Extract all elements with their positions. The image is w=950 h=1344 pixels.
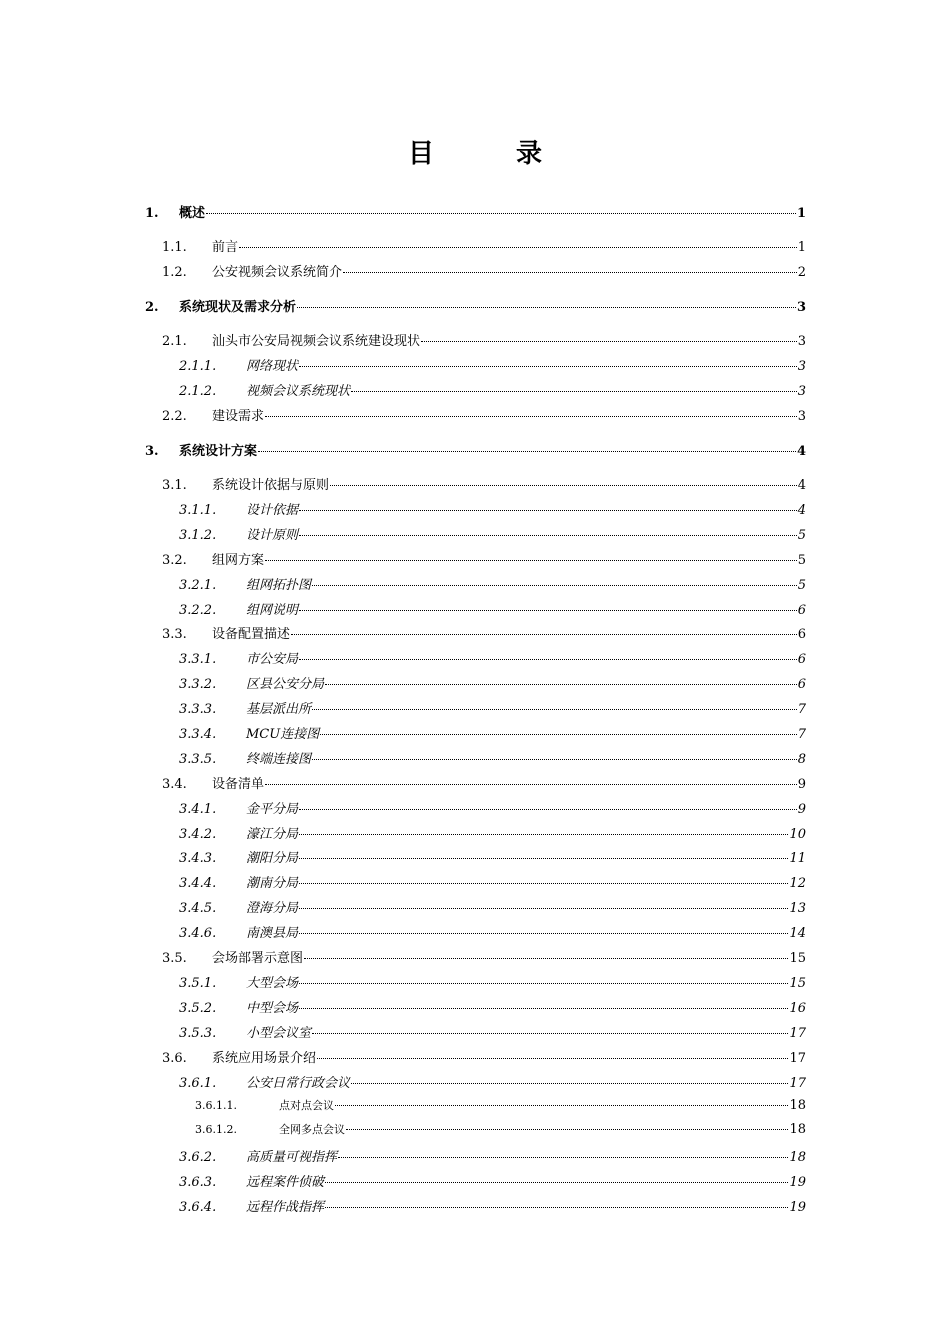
toc-entry[interactable] bbox=[179, 897, 806, 917]
toc-leader-dots bbox=[351, 391, 797, 392]
toc-entry-page: 3 bbox=[797, 359, 806, 374]
toc-leader-dots bbox=[312, 585, 797, 586]
toc-entry-page: 17 bbox=[789, 1076, 806, 1091]
toc-leader-dots bbox=[304, 958, 788, 959]
toc-leader-dots bbox=[312, 709, 797, 710]
toc-entry-page: 18 bbox=[789, 1150, 806, 1165]
toc-entry-number: 3.2.1. bbox=[179, 578, 217, 593]
toc-entry-page: 7 bbox=[797, 702, 806, 717]
toc-entry[interactable] bbox=[179, 972, 806, 992]
toc-entry-title: 组网方案 bbox=[212, 553, 265, 568]
toc-entry-page: 3 bbox=[797, 334, 806, 349]
toc-entry[interactable] bbox=[162, 1047, 806, 1067]
toc-entry-page: 1 bbox=[797, 240, 806, 255]
toc-entry-number: 3.4.2. bbox=[179, 827, 217, 842]
toc-entry-number: 3.4. bbox=[162, 777, 187, 792]
toc-entry-page: 15 bbox=[789, 976, 806, 991]
toc-entry-page: 7 bbox=[797, 727, 806, 742]
toc-entry-number: 2.2. bbox=[162, 409, 187, 424]
toc-entry[interactable] bbox=[179, 1072, 806, 1092]
toc-leader-dots bbox=[299, 834, 788, 835]
toc-entry[interactable] bbox=[179, 872, 806, 892]
toc-entry-page: 6 bbox=[797, 677, 806, 692]
toc-entry-title: 基层派出所 bbox=[246, 702, 312, 717]
toc-entry-title: 系统设计方案 bbox=[179, 444, 258, 459]
toc-entry-number: 3.4.6. bbox=[179, 926, 217, 941]
toc-leader-dots bbox=[299, 858, 788, 859]
toc-leader-dots bbox=[335, 1105, 788, 1106]
toc-leader-dots bbox=[299, 983, 788, 984]
toc-entry[interactable] bbox=[162, 549, 806, 569]
toc-entry-number: 3.1.1. bbox=[179, 503, 217, 518]
toc-leader-dots bbox=[265, 560, 797, 561]
toc-entry-number: 3.3.5. bbox=[179, 752, 217, 767]
toc-entry[interactable] bbox=[145, 202, 806, 222]
toc-leader-dots bbox=[239, 247, 797, 248]
toc-leader-dots bbox=[299, 610, 797, 611]
toc-leader-dots bbox=[299, 535, 797, 536]
toc-entry-number: 3.2.2. bbox=[179, 603, 217, 618]
toc-entry[interactable] bbox=[179, 698, 806, 718]
toc-entry-number: 3.4.3. bbox=[179, 851, 217, 866]
toc-entry-page: 18 bbox=[789, 1122, 806, 1137]
toc-leader-dots bbox=[325, 684, 797, 685]
toc-entry-number: 3.5. bbox=[162, 951, 187, 966]
toc-entry[interactable] bbox=[145, 296, 806, 316]
toc-entry-title: 全网多点会议 bbox=[279, 1123, 345, 1136]
toc-leader-dots bbox=[312, 759, 797, 760]
toc-entry-page: 4 bbox=[797, 478, 806, 493]
toc-entry-title: 潮南分局 bbox=[246, 876, 299, 891]
toc-leader-dots bbox=[258, 451, 796, 452]
toc-entry[interactable] bbox=[162, 623, 806, 643]
toc-entry-number: 3.5.2. bbox=[179, 1001, 217, 1016]
toc-entry-title: 大型会场 bbox=[246, 976, 299, 991]
toc-entry-page: 11 bbox=[789, 851, 806, 866]
toc-leader-dots bbox=[320, 734, 797, 735]
toc-entry-number: 3.6.1.2. bbox=[195, 1123, 237, 1136]
toc-entry[interactable] bbox=[179, 847, 806, 867]
toc-entry-page: 4 bbox=[796, 444, 806, 459]
toc-entry-number: 3.6.4. bbox=[179, 1200, 217, 1215]
toc-leader-dots bbox=[265, 784, 797, 785]
toc-leader-dots bbox=[299, 933, 788, 934]
toc-leader-dots bbox=[291, 634, 797, 635]
toc-entry[interactable] bbox=[179, 798, 806, 818]
toc-entry-page: 5 bbox=[797, 553, 806, 568]
toc-entry-page: 15 bbox=[789, 951, 806, 966]
toc-entry-title: 远程案件侦破 bbox=[246, 1175, 325, 1190]
toc-leader-dots bbox=[299, 883, 788, 884]
toc-entry-title: 前言 bbox=[212, 240, 239, 255]
toc-entry-title: 组网说明 bbox=[246, 603, 299, 618]
toc-entry-page: 2 bbox=[797, 265, 806, 280]
toc-entry-title: 南澳县局 bbox=[246, 926, 299, 941]
toc-entry-number: 3.6.1. bbox=[179, 1076, 217, 1091]
toc-entry-title: 澄海分局 bbox=[246, 901, 299, 916]
toc-entry-title: 小型会议室 bbox=[246, 1026, 312, 1041]
toc-entry-number: 3.6. bbox=[162, 1051, 187, 1066]
toc-entry-title: 终端连接图 bbox=[246, 752, 312, 767]
toc-entry[interactable] bbox=[179, 823, 806, 843]
toc-entry[interactable] bbox=[179, 599, 806, 619]
toc-entry-title: 汕头市公安局视频会议系统建设现状 bbox=[212, 334, 421, 349]
toc-entry-page: 18 bbox=[789, 1098, 806, 1113]
toc-entry-number: 3.4.4. bbox=[179, 876, 217, 891]
toc-entry[interactable] bbox=[179, 499, 806, 519]
toc-entry-title: 设计原则 bbox=[246, 528, 299, 543]
toc-entry-title: 会场部署示意图 bbox=[212, 951, 304, 966]
toc-entry-page: 19 bbox=[789, 1175, 806, 1190]
toc-entry-page: 10 bbox=[789, 827, 806, 842]
toc-entry-number: 3. bbox=[145, 444, 159, 459]
toc-entry[interactable] bbox=[195, 1097, 806, 1117]
toc-entry[interactable] bbox=[179, 673, 806, 693]
toc-leader-dots bbox=[299, 908, 788, 909]
toc-leader-dots bbox=[299, 510, 797, 511]
toc-entry[interactable] bbox=[179, 748, 806, 768]
toc-entry-number: 1.1. bbox=[162, 240, 187, 255]
toc-entry-title: 远程作战指挥 bbox=[246, 1200, 325, 1215]
toc-entry-page: 12 bbox=[789, 876, 806, 891]
toc-entry-title: 系统现状及需求分析 bbox=[179, 300, 297, 315]
toc-entry-number: 2. bbox=[145, 300, 159, 315]
toc-entry-number: 3.6.2. bbox=[179, 1150, 217, 1165]
toc-entry-page: 5 bbox=[797, 528, 806, 543]
toc-entry-title: 视频会议系统现状 bbox=[246, 384, 351, 399]
toc-entry-number: 3.3.1. bbox=[179, 652, 217, 667]
toc-entry-page: 13 bbox=[789, 901, 806, 916]
toc-entry-page: 3 bbox=[797, 384, 806, 399]
toc-entry-number: 3.6.3. bbox=[179, 1175, 217, 1190]
toc-leader-dots bbox=[299, 809, 797, 810]
toc-entry-number: 1.2. bbox=[162, 265, 187, 280]
toc-entry-title: 建设需求 bbox=[212, 409, 265, 424]
toc-entry-number: 2.1. bbox=[162, 334, 187, 349]
toc-leader-dots bbox=[346, 1129, 788, 1130]
toc-entry-number: 3.2. bbox=[162, 553, 187, 568]
toc-entry-number: 3.3.2. bbox=[179, 677, 217, 692]
toc-entry-page: 17 bbox=[789, 1026, 806, 1041]
toc-entry-page: 6 bbox=[797, 603, 806, 618]
toc-entry-page: 8 bbox=[797, 752, 806, 767]
toc-entry[interactable] bbox=[179, 574, 806, 594]
toc-entry-title: 潮阳分局 bbox=[246, 851, 299, 866]
toc-entry-title: 网络现状 bbox=[246, 359, 299, 374]
toc-entry-number: 3.3.4. bbox=[179, 727, 217, 742]
toc-entry[interactable] bbox=[179, 1146, 806, 1166]
toc-entry-number: 3.6.1.1. bbox=[195, 1099, 237, 1112]
toc-entry-page: 9 bbox=[797, 777, 806, 792]
toc-entry-title: 设备清单 bbox=[212, 777, 265, 792]
toc-entry[interactable] bbox=[162, 947, 806, 967]
toc-entry-number: 3.4.1. bbox=[179, 802, 217, 817]
toc-title: 目 录 bbox=[407, 139, 570, 169]
toc-entry-number: 3.5.1. bbox=[179, 976, 217, 991]
toc-entry[interactable] bbox=[162, 330, 806, 350]
toc-entry-title: 设计依据 bbox=[246, 503, 299, 518]
toc-entry-number: 3.3.3. bbox=[179, 702, 217, 717]
toc-entry-title: 系统应用场景介绍 bbox=[212, 1051, 317, 1066]
toc-entry-page: 5 bbox=[797, 578, 806, 593]
toc-entry-number: 3.1.2. bbox=[179, 528, 217, 543]
toc-leader-dots bbox=[297, 307, 796, 308]
toc-entry-title: 金平分局 bbox=[246, 802, 299, 817]
toc-entry[interactable] bbox=[145, 440, 806, 460]
toc-leader-dots bbox=[343, 272, 797, 273]
toc-entry-number: 2.1.2. bbox=[179, 384, 217, 399]
toc-leader-dots bbox=[312, 1033, 788, 1034]
toc-entry[interactable] bbox=[179, 1196, 806, 1216]
toc-leader-dots bbox=[206, 213, 796, 214]
toc-entry-number: 3.3. bbox=[162, 627, 187, 642]
toc-leader-dots bbox=[317, 1058, 788, 1059]
toc-entry-title: 系统设计依据与原则 bbox=[212, 478, 330, 493]
toc-entry[interactable] bbox=[162, 773, 806, 793]
toc-entry-title: 组网拓扑图 bbox=[246, 578, 312, 593]
toc-entry[interactable] bbox=[162, 261, 806, 281]
toc-entry-page: 9 bbox=[797, 802, 806, 817]
toc-entry-title: 中型会场 bbox=[246, 1001, 299, 1016]
toc-entry-number: 3.1. bbox=[162, 478, 187, 493]
toc-entry-title: 区县公安分局 bbox=[246, 677, 325, 692]
toc-entry-number: 3.5.3. bbox=[179, 1026, 217, 1041]
toc-leader-dots bbox=[325, 1182, 788, 1183]
toc-entry[interactable] bbox=[179, 355, 806, 375]
toc-entry-title: 点对点会议 bbox=[279, 1099, 334, 1112]
toc-leader-dots bbox=[299, 366, 797, 367]
toc-entry-page: 6 bbox=[797, 652, 806, 667]
toc-entry-page: 16 bbox=[789, 1001, 806, 1016]
toc-entry[interactable] bbox=[179, 648, 806, 668]
toc-entry-number: 2.1.1. bbox=[179, 359, 217, 374]
toc-entry[interactable] bbox=[162, 236, 806, 256]
toc-leader-dots bbox=[299, 659, 797, 660]
toc-entry[interactable] bbox=[179, 922, 806, 942]
toc-entry-page: 6 bbox=[797, 627, 806, 642]
toc-entry-page: 3 bbox=[796, 300, 806, 315]
toc-entry-title: 概述 bbox=[179, 206, 206, 221]
toc-entry-title: 濠江分局 bbox=[246, 827, 299, 842]
toc-entry-title: 高质量可视指挥 bbox=[246, 1150, 338, 1165]
toc-entry-title: 设备配置描述 bbox=[212, 627, 291, 642]
toc-leader-dots bbox=[299, 1008, 788, 1009]
toc-entry-number: 3.4.5. bbox=[179, 901, 217, 916]
toc-entry-page: 4 bbox=[797, 503, 806, 518]
toc-entry[interactable] bbox=[179, 1022, 806, 1042]
toc-leader-dots bbox=[421, 341, 797, 342]
toc-entry[interactable] bbox=[179, 1171, 806, 1191]
toc-entry[interactable] bbox=[179, 380, 806, 400]
toc-entry[interactable] bbox=[162, 405, 806, 425]
toc-entry[interactable] bbox=[179, 524, 806, 544]
toc-leader-dots bbox=[351, 1083, 788, 1084]
toc-entry-page: 1 bbox=[796, 206, 806, 221]
toc-entry-page: 3 bbox=[797, 409, 806, 424]
toc-leader-dots bbox=[325, 1207, 788, 1208]
toc-leader-dots bbox=[338, 1157, 788, 1158]
toc-entry[interactable] bbox=[179, 997, 806, 1017]
toc-entry-page: 14 bbox=[789, 926, 806, 941]
toc-entry-page: 17 bbox=[789, 1051, 806, 1066]
toc-entry-title: MCU连接图 bbox=[246, 727, 320, 742]
toc-entry[interactable] bbox=[195, 1121, 806, 1141]
toc-entry[interactable] bbox=[162, 474, 806, 494]
toc-entry-number: 1. bbox=[145, 206, 159, 221]
toc-entry-title: 公安日常行政会议 bbox=[246, 1076, 351, 1091]
toc-entry-title: 公安视频会议系统简介 bbox=[212, 265, 343, 280]
toc-entry-page: 19 bbox=[789, 1200, 806, 1215]
toc-leader-dots bbox=[330, 485, 797, 486]
toc-entry[interactable] bbox=[179, 723, 806, 743]
toc-entry-title: 市公安局 bbox=[246, 652, 299, 667]
toc-leader-dots bbox=[265, 416, 797, 417]
